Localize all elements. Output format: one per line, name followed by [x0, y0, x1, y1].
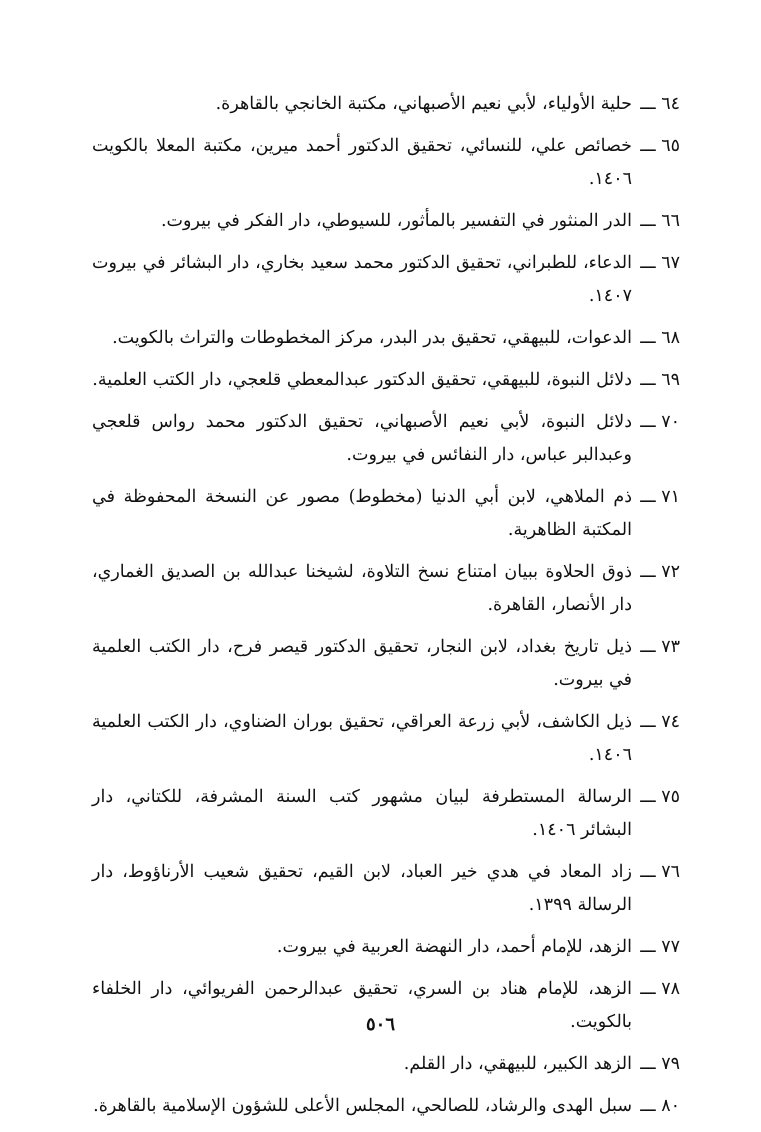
entry-text: الزهد، للإمام أحمد، دار النهضة العربية في بيروت.: [276, 937, 632, 957]
bibliography-entry: [92, 1090, 680, 1123]
entry-number: ٦٧ ـــ: [640, 253, 680, 273]
entry-number: ٧٧ ـــ: [640, 937, 680, 957]
bibliography-entry: [92, 88, 680, 121]
entry-text: ذيل تاريخ بغداد، لابن النجار، تحقيق الدكتور قيصر فرح، دار الكتب العلمية في بيروت.: [92, 637, 632, 690]
bibliography-entry: [92, 247, 680, 313]
entry-number: ٧٨ ـــ: [640, 979, 680, 999]
entry-text: سبل الهدى والرشاد، للصالحي، المجلس الأعلى للشؤون الإسلامية بالقاهرة.: [93, 1096, 632, 1116]
bibliography-entry: [92, 856, 680, 922]
entry-number: ٧٠ ـــ: [640, 412, 680, 432]
entry-text: حلية الأولياء، لأبي نعيم الأصبهاني، مكتبة الخانجي بالقاهرة.: [215, 94, 632, 114]
entry-number: ٧١ ـــ: [640, 487, 680, 507]
bibliography-entry: [92, 406, 680, 472]
entry-number: ٧٣ ـــ: [640, 637, 680, 657]
bibliography-entry: [92, 631, 680, 697]
entry-number: ٦٩ ـــ: [640, 370, 680, 390]
entry-text: ذيل الكاشف، لأبي زرعة العراقي، تحقيق بوران الضناوي، دار الكتب العلمية ١٤٠٦.: [92, 712, 632, 765]
bibliography-entry: [92, 205, 680, 238]
bibliography-entry: [92, 322, 680, 355]
entry-text: الزهد الكبير، للبيهقي، دار القلم.: [403, 1054, 632, 1074]
bibliography-entry: [92, 481, 680, 547]
entry-number: ٦٤ ـــ: [640, 94, 680, 114]
entry-number: ٧٦ ـــ: [640, 862, 680, 882]
bibliography-entry: [92, 1048, 680, 1081]
bibliography-entry: [92, 706, 680, 772]
bibliography-list: [92, 88, 680, 1132]
entry-text: ذوق الحلاوة ببيان امتناع نسخ التلاوة، لشيخنا عبدالله بن الصديق الغماري، دار الأنصار، القاهرة.: [92, 562, 632, 615]
entry-text: الدعوات، للبيهقي، تحقيق بدر البدر، مركز المخطوطات والتراث بالكويت.: [112, 328, 632, 348]
entry-number: ٧٢ ـــ: [640, 562, 680, 582]
entry-text: الدعاء، للطبراني، تحقيق الدكتور محمد سعيد بخاري، دار البشائر في بيروت ١٤٠٧.: [92, 253, 632, 306]
entry-text: الزهد، للإمام هناد بن السري، تحقيق عبدالرحمن الفريوائي، دار الخلفاء بالكويت.: [92, 979, 632, 1032]
entry-number: ٦٨ ـــ: [640, 328, 680, 348]
entry-number: ٦٥ ـــ: [640, 136, 680, 156]
page-number: ٥٠٦: [365, 1014, 395, 1035]
entry-text: الدر المنثور في التفسير بالمأثور، للسيوطي، دار الفكر في بيروت.: [160, 211, 632, 231]
entry-number: ٧٩ ـــ: [640, 1054, 680, 1074]
entry-number: ٦٦ ـــ: [640, 211, 680, 231]
bibliography-entry: [92, 130, 680, 196]
entry-text: دلائل النبوة، للبيهقي، تحقيق الدكتور عبدالمعطي قلعجي، دار الكتب العلمية.: [92, 370, 632, 390]
bibliography-entry: [92, 931, 680, 964]
entry-number: ٨٠ ـــ: [640, 1096, 680, 1116]
entry-text: خصائص علي، للنسائي، تحقيق الدكتور أحمد ميرين، مكتبة المعلا بالكويت ١٤٠٦.: [92, 136, 632, 189]
entry-text: الرسالة المستطرفة لبيان مشهور كتب السنة المشرفة، للكتاني، دار البشائر ١٤٠٦.: [92, 787, 632, 840]
entry-text: زاد المعاد في هدي خير العباد، لابن القيم، تحقيق شعيب الأرناؤوط، دار الرسالة ١٣٩٩.: [92, 862, 632, 915]
entry-text: ذم الملاهي، لابن أبي الدنيا (مخطوط) مصور عن النسخة المحفوظة في المكتبة الظاهرية.: [92, 487, 632, 540]
bibliography-entry: [92, 781, 680, 847]
entry-number: ٧٥ ـــ: [640, 787, 680, 807]
bibliography-entry: [92, 364, 680, 397]
bibliography-entry: [92, 556, 680, 622]
entry-number: ٧٤ ـــ: [640, 712, 680, 732]
entry-text: دلائل النبوة، لأبي نعيم الأصبهاني، تحقيق الدكتور محمد رواس قلعجي وعبدالبر عباس، دار النفائس في بيروت.: [92, 412, 632, 465]
